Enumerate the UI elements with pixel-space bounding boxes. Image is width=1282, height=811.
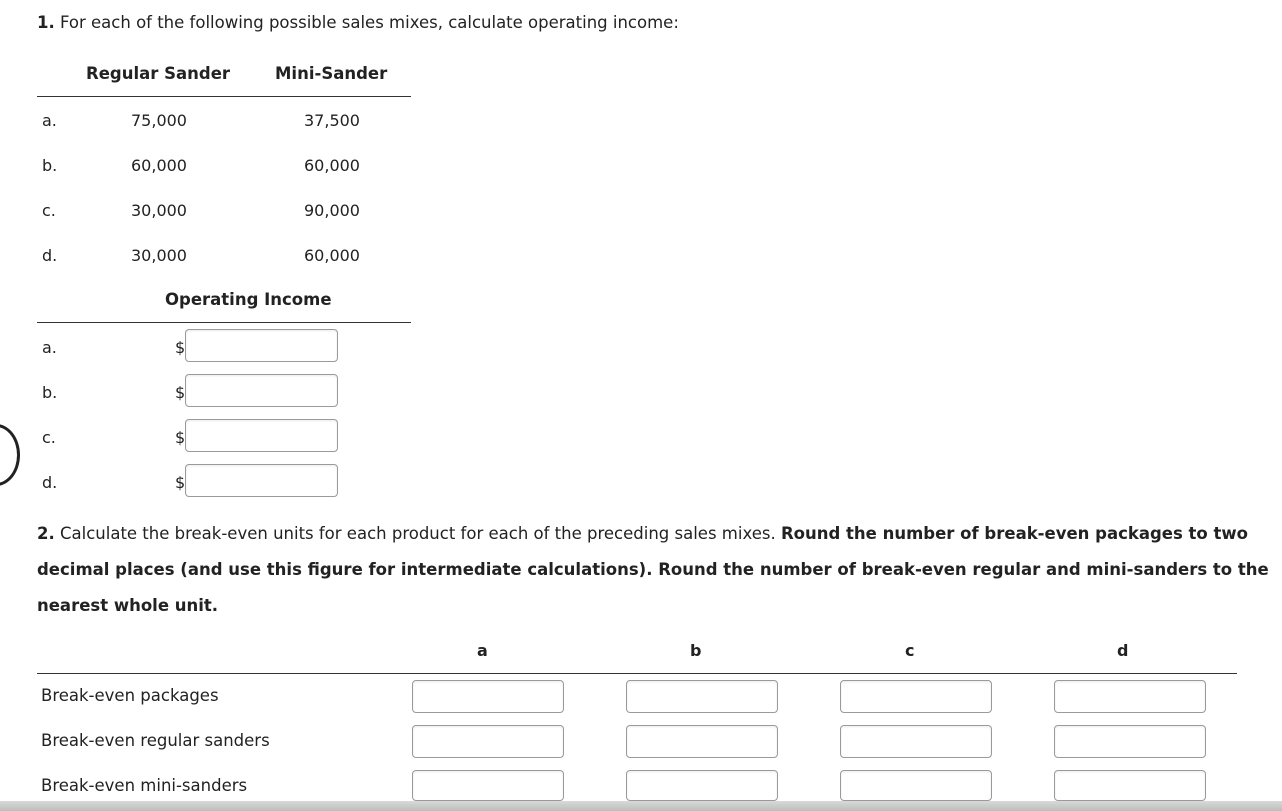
breakeven-row-label: Break-even mini-sanders xyxy=(41,776,248,795)
mix-row-label: d. xyxy=(42,246,58,265)
column-header-c: c xyxy=(905,641,915,660)
column-header-a: a xyxy=(477,641,488,660)
regular-sander-qty: 75,000 xyxy=(131,111,187,130)
question-1-prompt xyxy=(37,13,679,32)
header-mini-sander: Mini-Sander xyxy=(275,64,388,83)
operating-income-input-c[interactable] xyxy=(185,419,338,452)
breakeven-mini-input-c[interactable] xyxy=(840,770,992,801)
dollar-sign: $ xyxy=(175,383,186,402)
breakeven-mini-input-a[interactable] xyxy=(412,770,564,801)
header-regular-sander: Regular Sander xyxy=(86,64,231,83)
dollar-sign: $ xyxy=(175,428,186,447)
breakeven-regular-input-c[interactable] xyxy=(840,725,992,758)
breakeven-regular-input-b[interactable] xyxy=(626,725,778,758)
income-row-label: c. xyxy=(42,428,56,447)
breakeven-packages-input-d[interactable] xyxy=(1054,680,1206,713)
column-header-b: b xyxy=(690,641,702,660)
breakeven-table-divider xyxy=(37,673,1237,674)
mix-row-label: a. xyxy=(42,111,57,130)
mix-row-label: c. xyxy=(42,201,56,220)
breakeven-packages-input-c[interactable] xyxy=(840,680,992,713)
question-2-number: 2. xyxy=(37,524,55,543)
income-table-divider xyxy=(37,322,411,323)
regular-sander-qty: 30,000 xyxy=(131,201,187,220)
breakeven-row-label: Break-even packages xyxy=(41,686,219,705)
income-row-label: d. xyxy=(42,473,58,492)
mini-sander-qty: 37,500 xyxy=(304,111,360,130)
breakeven-packages-input-a[interactable] xyxy=(412,680,564,713)
breakeven-mini-input-d[interactable] xyxy=(1054,770,1206,801)
question-1-text: For each of the following possible sales mixes, calculate operating income: xyxy=(60,13,679,32)
question-2-prompt xyxy=(37,516,1282,624)
operating-income-input-a[interactable] xyxy=(185,329,338,362)
column-header-d: d xyxy=(1117,641,1129,660)
breakeven-regular-input-a[interactable] xyxy=(412,725,564,758)
breakeven-row-label: Break-even regular sanders xyxy=(41,731,270,750)
header-operating-income: Operating Income xyxy=(165,290,332,309)
income-row-label: a. xyxy=(42,338,57,357)
question-2-text: Calculate the break-even units for each product for each of the preceding sales mixes. xyxy=(60,524,776,543)
regular-sander-qty: 60,000 xyxy=(131,156,187,175)
mini-sander-qty: 60,000 xyxy=(304,246,360,265)
mini-sander-qty: 90,000 xyxy=(304,201,360,220)
breakeven-regular-input-d[interactable] xyxy=(1054,725,1206,758)
operating-income-input-d[interactable] xyxy=(185,464,338,497)
mix-row-label: b. xyxy=(42,156,58,175)
breakeven-mini-input-b[interactable] xyxy=(626,770,778,801)
bottom-scroll-edge xyxy=(0,801,1282,811)
regular-sander-qty: 30,000 xyxy=(131,246,187,265)
dollar-sign: $ xyxy=(175,338,186,357)
breakeven-packages-input-b[interactable] xyxy=(626,680,778,713)
question-2-instructions: Round the number of break-even packages to two decimal places (and use this figure for intermediate calculations). Round the number of break-even regular and mini-sanders to the nearest whole unit. xyxy=(37,524,1269,615)
mix-table-divider xyxy=(37,96,411,97)
income-row-label: b. xyxy=(42,383,58,402)
operating-income-input-b[interactable] xyxy=(185,374,338,407)
circle-marker-icon xyxy=(0,424,20,486)
dollar-sign: $ xyxy=(175,473,186,492)
question-1-number: 1. xyxy=(37,13,55,32)
mini-sander-qty: 60,000 xyxy=(304,156,360,175)
